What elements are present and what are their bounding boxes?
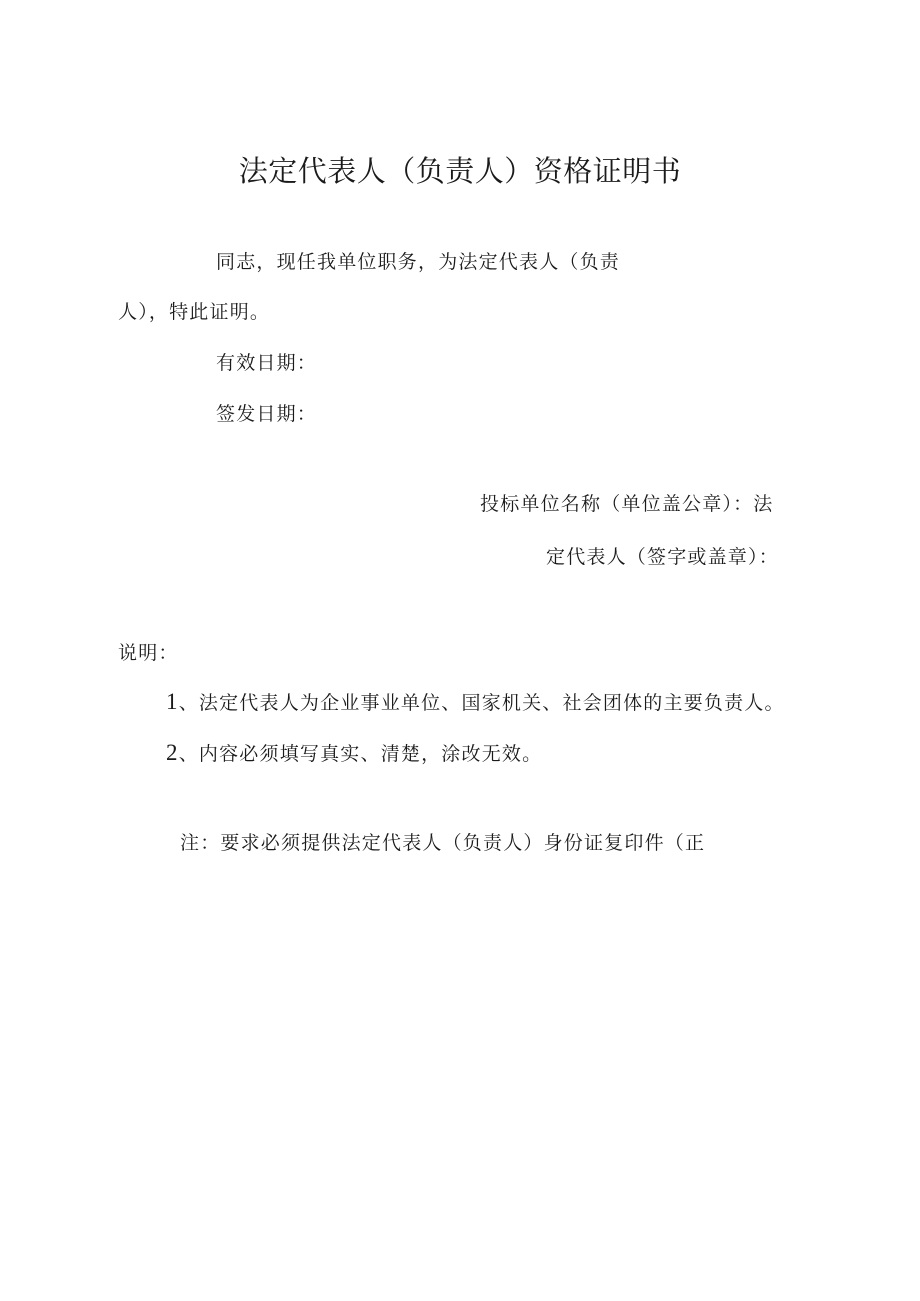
notes-heading: 说明：	[118, 642, 179, 664]
note-1-text: 、法定代表人为企业事业单位、国家机关、社会团体的主要负责人。	[178, 692, 785, 714]
note-2-text: 、内容必须填写真实、清楚，涂改无效。	[178, 743, 543, 765]
bidder-seal-line: 投标单位名称（单位盖公章）：法	[480, 493, 774, 515]
footnote: 注：要求必须提供法定代表人（负责人）身份证复印件（正	[180, 832, 706, 854]
certification-text-line-1: 同志，现任我单位职务，为法定代表人（负责	[216, 251, 621, 273]
note-item-2	[166, 741, 542, 766]
note-2-number: 2	[166, 740, 179, 765]
legal-rep-signature-line: 定代表人（签字或盖章）：	[546, 546, 779, 568]
note-item-1	[166, 690, 785, 715]
certification-text-line-2: 人），特此证明。	[118, 301, 271, 323]
issue-date-label: 签发日期：	[216, 403, 318, 425]
document-title: 法定代表人（负责人）资格证明书	[238, 154, 682, 188]
note-1-number: 1	[166, 689, 179, 714]
valid-date-label: 有效日期：	[216, 352, 318, 374]
